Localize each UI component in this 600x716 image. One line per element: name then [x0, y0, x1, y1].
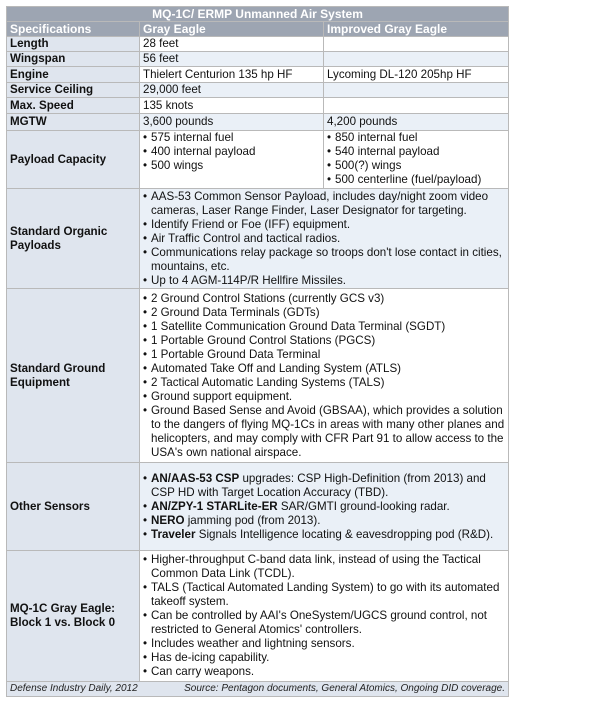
payload-list-gray-eagle — [143, 131, 320, 173]
value-wingspan-improved — [324, 52, 509, 67]
value-length-improved — [324, 37, 509, 52]
value-mgtw-improved: 4,200 pounds — [324, 114, 509, 131]
list-item — [143, 500, 505, 514]
list-item: • 540 internal payload — [327, 145, 505, 159]
list-item: • Ground support equipment. — [143, 390, 505, 404]
header-specifications: Specifications — [7, 22, 140, 37]
label-max-speed: Max. Speed — [7, 98, 140, 114]
value-payload-improved — [324, 131, 509, 189]
other-sensors-list — [143, 472, 505, 542]
row-wingspan — [7, 52, 509, 67]
row-block1-vs-block0 — [7, 551, 509, 682]
table-footer-row — [7, 682, 509, 697]
list-item: • Has de-icing capability. — [143, 651, 505, 665]
label-service-ceiling: Service Ceiling — [7, 83, 140, 98]
table-title-row — [7, 7, 509, 22]
table-footer — [7, 682, 509, 697]
label-standard-ground-equipment: Standard Ground Equipment — [7, 289, 140, 463]
sensor-name: NERO — [151, 513, 185, 527]
ground-equipment-list — [143, 292, 505, 460]
list-item: • AAS-53 Common Sensor Payload, includes day/night zoom video cameras, Laser Range Finder, Laser Designator for targeting. — [143, 190, 505, 218]
payload-list-improved — [327, 131, 505, 187]
footer-credit: Defense Industry Daily, 2012 — [10, 683, 138, 694]
table-header-row — [7, 22, 509, 37]
value-mgtw: 3,600 pounds — [140, 114, 324, 131]
value-max-speed: 135 knots — [140, 98, 324, 114]
list-item — [143, 514, 505, 528]
list-item: • Can carry weapons. — [143, 665, 505, 679]
organic-payload-list — [143, 190, 505, 288]
list-item: • 850 internal fuel — [327, 131, 505, 145]
list-item: • 575 internal fuel — [143, 131, 320, 145]
footer-source: Source: Pentagon documents, General Atomics, Ongoing DID coverage. — [184, 683, 506, 694]
spec-table — [6, 6, 509, 697]
list-item: • 500(?) wings — [327, 159, 505, 173]
label-wingspan: Wingspan — [7, 52, 140, 67]
sensor-name: AN/AAS-53 CSP — [151, 471, 240, 485]
row-payload-capacity — [7, 131, 509, 189]
header-improved-gray-eagle: Improved Gray Eagle — [324, 22, 509, 37]
row-standard-organic-payloads — [7, 189, 509, 289]
row-other-sensors — [7, 463, 509, 551]
value-engine: Thielert Centurion 135 hp HF — [140, 67, 324, 83]
value-length: 28 feet — [140, 37, 324, 52]
value-block1-vs-block0 — [140, 551, 509, 682]
value-max-speed-improved — [324, 98, 509, 114]
value-other-sensors — [140, 463, 509, 551]
list-item: • Ground Based Sense and Avoid (GBSAA), which provides a solution to the dangers of flying MQ-1Cs in areas with many other planes and helicopters, and may comply with CFR Part 91 to allow access to the USA's own national airspace. — [143, 404, 505, 460]
list-item: • Can be controlled by AAI's OneSystem/UGCS ground control, not restricted to General Atomics' controllers. — [143, 609, 505, 637]
list-item: • 2 Ground Control Stations (currently GCS v3) — [143, 292, 505, 306]
list-item — [143, 528, 505, 542]
sensor-description: jamming pod (from 2013). — [184, 513, 321, 527]
value-service-ceiling-improved — [324, 83, 509, 98]
header-gray-eagle: Gray Eagle — [140, 22, 324, 37]
list-item: • Air Traffic Control and tactical radios. — [143, 232, 505, 246]
value-standard-organic-payloads — [140, 189, 509, 289]
label-block1-vs-block0: MQ-1C Gray Eagle: Block 1 vs. Block 0 — [7, 551, 140, 682]
list-item: • Includes weather and lightning sensors. — [143, 637, 505, 651]
list-item: • 400 internal payload — [143, 145, 320, 159]
list-item: • Automated Take Off and Landing System (ATLS) — [143, 362, 505, 376]
list-item: • 1 Portable Ground Data Terminal — [143, 348, 505, 362]
label-standard-organic-payloads: Standard Organic Payloads — [7, 189, 140, 289]
row-engine — [7, 67, 509, 83]
list-item: • 2 Ground Data Terminals (GDTs) — [143, 306, 505, 320]
list-item: • 500 centerline (fuel/payload) — [327, 173, 505, 187]
sensor-name: Traveler — [151, 527, 196, 541]
value-payload-gray-eagle — [140, 131, 324, 189]
value-service-ceiling: 29,000 feet — [140, 83, 324, 98]
row-mgtw — [7, 114, 509, 131]
list-item: • Higher-throughput C-band data link, instead of using the Tactical Common Data Link (TCDL). — [143, 553, 505, 581]
list-item: • 2 Tactical Automatic Landing Systems (TALS) — [143, 376, 505, 390]
list-item: • 1 Portable Ground Control Stations (PGCS) — [143, 334, 505, 348]
spec-table-container — [6, 6, 508, 697]
list-item: • Up to 4 AGM-114P/R Hellfire Missiles. — [143, 274, 505, 288]
row-length — [7, 37, 509, 52]
value-standard-ground-equipment — [140, 289, 509, 463]
value-engine-improved: Lycoming DL-120 205hp HF — [324, 67, 509, 83]
sensor-name: AN/ZPY-1 STARLite-ER — [151, 499, 278, 513]
label-engine: Engine — [7, 67, 140, 83]
sensor-description: SAR/GMTI ground-looking radar. — [277, 499, 450, 513]
list-item: • 1 Satellite Communication Ground Data Terminal (SGDT) — [143, 320, 505, 334]
sensor-description: Signals Intelligence locating & eavesdropping pod (R&D). — [195, 527, 494, 541]
list-item: • Identify Friend or Foe (IFF) equipment. — [143, 218, 505, 232]
label-other-sensors: Other Sensors — [7, 463, 140, 551]
row-max-speed — [7, 98, 509, 114]
value-wingspan: 56 feet — [140, 52, 324, 67]
list-item — [143, 472, 505, 500]
list-item: • 500 wings — [143, 159, 320, 173]
row-service-ceiling — [7, 83, 509, 98]
sensor-description: upgrades: CSP High-Definition (from 2013) and CSP HD with Target Location Accuracy (TBD). — [151, 471, 486, 499]
list-item: • Communications relay package so troops don't lose contact in cities, mountains, etc. — [143, 246, 505, 274]
list-item: • TALS (Tactical Automated Landing System) to go with its automated takeoff system. — [143, 581, 505, 609]
table-title: MQ-1C/ ERMP Unmanned Air System — [7, 7, 509, 22]
block-differences-list — [143, 553, 505, 679]
row-standard-ground-equipment — [7, 289, 509, 463]
label-length: Length — [7, 37, 140, 52]
label-mgtw: MGTW — [7, 114, 140, 131]
label-payload-capacity: Payload Capacity — [7, 131, 140, 189]
